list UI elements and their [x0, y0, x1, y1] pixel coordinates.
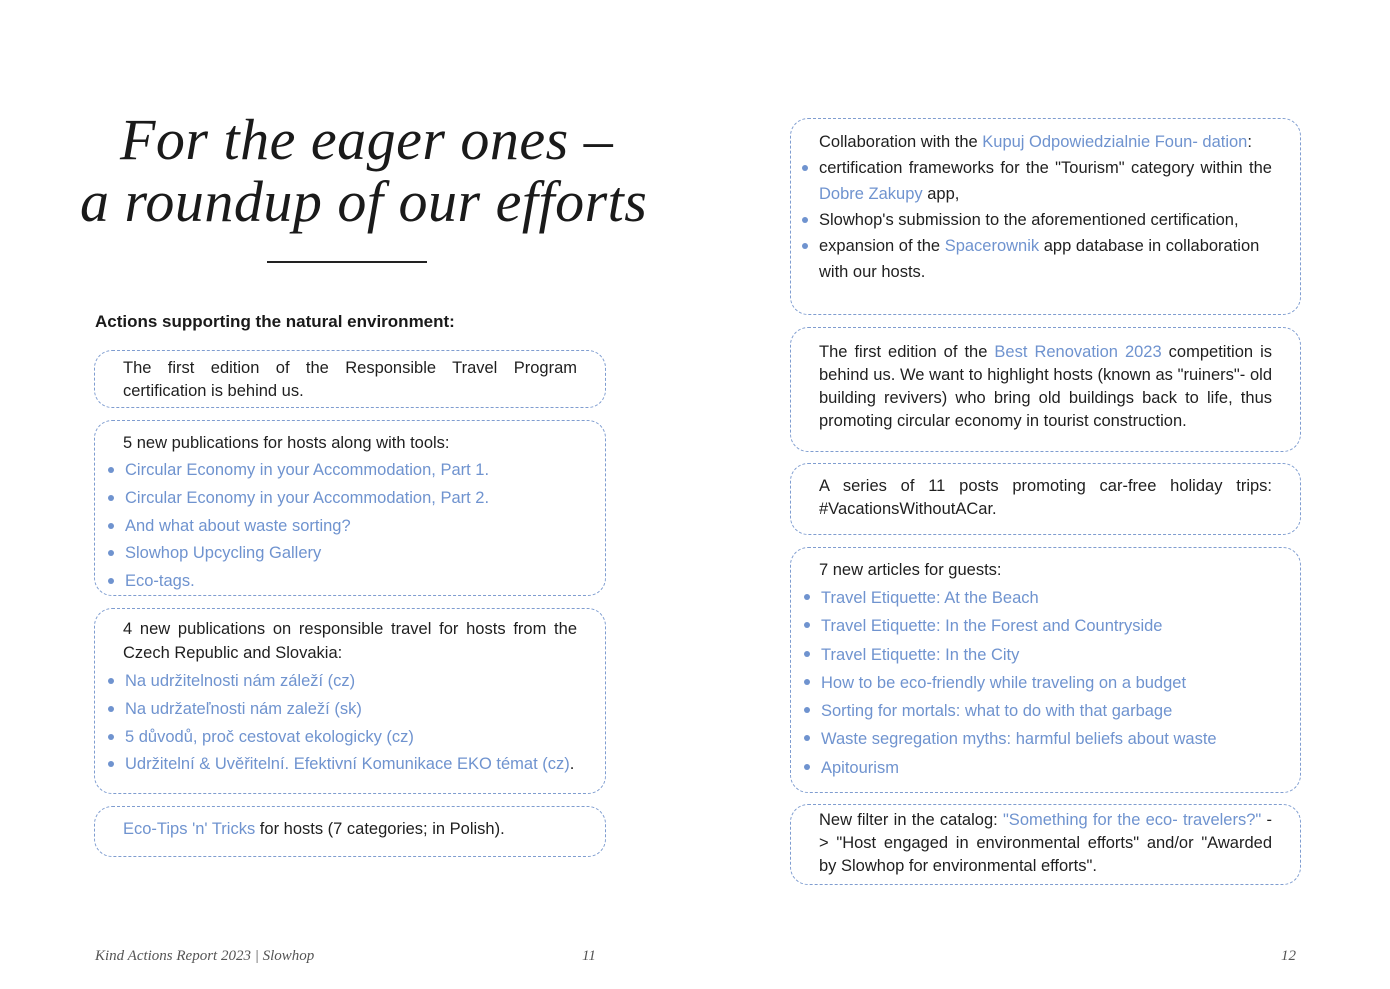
- card-text: -> "Host engaged in environmental efforts" and/or "Awarded by Slowhop for environmental efforts".: [819, 811, 1272, 875]
- page-number-left: 11: [582, 948, 596, 964]
- spacerownik-link[interactable]: Spacerownik: [944, 237, 1040, 255]
- article-link[interactable]: Travel Etiquette: At the Beach: [821, 584, 1272, 612]
- card-host-publications: [94, 420, 606, 596]
- article-link[interactable]: Waste segregation myths: harmful beliefs about waste: [821, 725, 1272, 753]
- title-line-2: a roundup of our efforts: [80, 169, 648, 234]
- list-item: Slowhop's submission to the aforementioned certification,: [819, 207, 1272, 233]
- card-text: Collaboration with the: [819, 133, 983, 151]
- publication-link[interactable]: Circular Economy in your Accommodation, Part 1.: [125, 457, 577, 485]
- item-text: expansion of the: [819, 237, 945, 255]
- card-text: The first edition of the Responsible Travel Program certification is behind us.: [123, 359, 577, 400]
- colon: :: [1247, 133, 1252, 151]
- card-catalog-filter: [790, 804, 1301, 885]
- card-text: A series of 11 posts promoting car-free holiday trips: #VacationsWithoutACar.: [819, 477, 1272, 518]
- card-cz-sk-publications: [94, 608, 606, 794]
- publication-link[interactable]: 5 důvodů, proč cestovat ekologicky (cz): [125, 724, 577, 752]
- publication-link[interactable]: Na udržateľnosti nám zaleží (sk): [125, 696, 577, 724]
- publication-link[interactable]: Circular Economy in your Accommodation, Part 2.: [125, 485, 577, 513]
- card-best-renovation: [790, 327, 1301, 452]
- publication-link[interactable]: Na udržitelnosti nám záleží (cz): [125, 668, 577, 696]
- list-item: [819, 233, 1272, 285]
- best-renovation-link[interactable]: Best Renovation 2023: [994, 343, 1162, 361]
- card-text: The first edition of the: [819, 343, 995, 361]
- card-text: competition is behind us. We want to highlight hosts (known as "ruiners"- old building revivers) who bring old buildings back to life, thus promoting circular economy in tourist construction.: [819, 343, 1272, 430]
- dobre-zakupy-link[interactable]: Dobre Zakupy: [819, 185, 923, 203]
- card-intro: 4 new publications on responsible travel for hosts from the Czech Republic and Slovakia:: [123, 620, 577, 662]
- card-collaboration: [790, 118, 1301, 315]
- eco-tips-link[interactable]: Eco-Tips 'n' Tricks: [123, 820, 256, 838]
- card-rtp-certification: [94, 350, 606, 408]
- publication-link[interactable]: Eco-tags.: [125, 568, 577, 596]
- report-footer: Kind Actions Report 2023 | Slowhop: [95, 948, 315, 964]
- publication-link[interactable]: Udržitelní & Uvěřitelní. Efektivní Komunikace EKO témat (cz): [125, 755, 570, 774]
- card-car-free-posts: [790, 463, 1301, 535]
- title-line-1: For the eager ones –: [120, 107, 614, 172]
- card-text: New filter in the catalog:: [819, 811, 1003, 829]
- section-heading: Actions supporting the natural environment:: [95, 312, 455, 331]
- title-divider: [267, 261, 427, 263]
- card-intro: 5 new publications for hosts along with tools:: [123, 434, 450, 452]
- article-link[interactable]: Sorting for mortals: what to do with that garbage: [821, 697, 1272, 725]
- publication-list: [125, 457, 577, 596]
- item-text: app,: [922, 185, 960, 203]
- card-guest-articles: [790, 547, 1301, 793]
- list-item: [819, 155, 1272, 207]
- eco-travelers-filter-link[interactable]: "Something for the eco- travelers?": [1002, 811, 1262, 829]
- publication-link[interactable]: And what about waste sorting?: [125, 513, 577, 541]
- foundation-link[interactable]: Kupuj Odpowiedzialnie Foun- dation: [982, 133, 1248, 151]
- page-number-right: 12: [1281, 948, 1296, 964]
- publication-link[interactable]: Slowhop Upcycling Gallery: [125, 540, 577, 568]
- publication-list: [125, 668, 577, 779]
- article-list: [821, 584, 1272, 782]
- card-text: for hosts (7 categories; in Polish).: [255, 820, 505, 838]
- card-eco-tips: [94, 806, 606, 857]
- article-link[interactable]: Travel Etiquette: In the Forest and Countryside: [821, 612, 1272, 640]
- item-text: app database in collaboration with our hosts.: [819, 237, 1260, 281]
- card-intro: 7 new articles for guests:: [819, 561, 1002, 579]
- item-text: certification frameworks for the "Tourism" category within the: [819, 159, 1272, 177]
- article-link[interactable]: Travel Etiquette: In the City: [821, 641, 1272, 669]
- article-link[interactable]: How to be eco-friendly while traveling on a budget: [821, 669, 1272, 697]
- list-end-period: .: [569, 755, 575, 774]
- article-link[interactable]: Apitourism: [821, 754, 1272, 782]
- collaboration-list: [819, 155, 1272, 285]
